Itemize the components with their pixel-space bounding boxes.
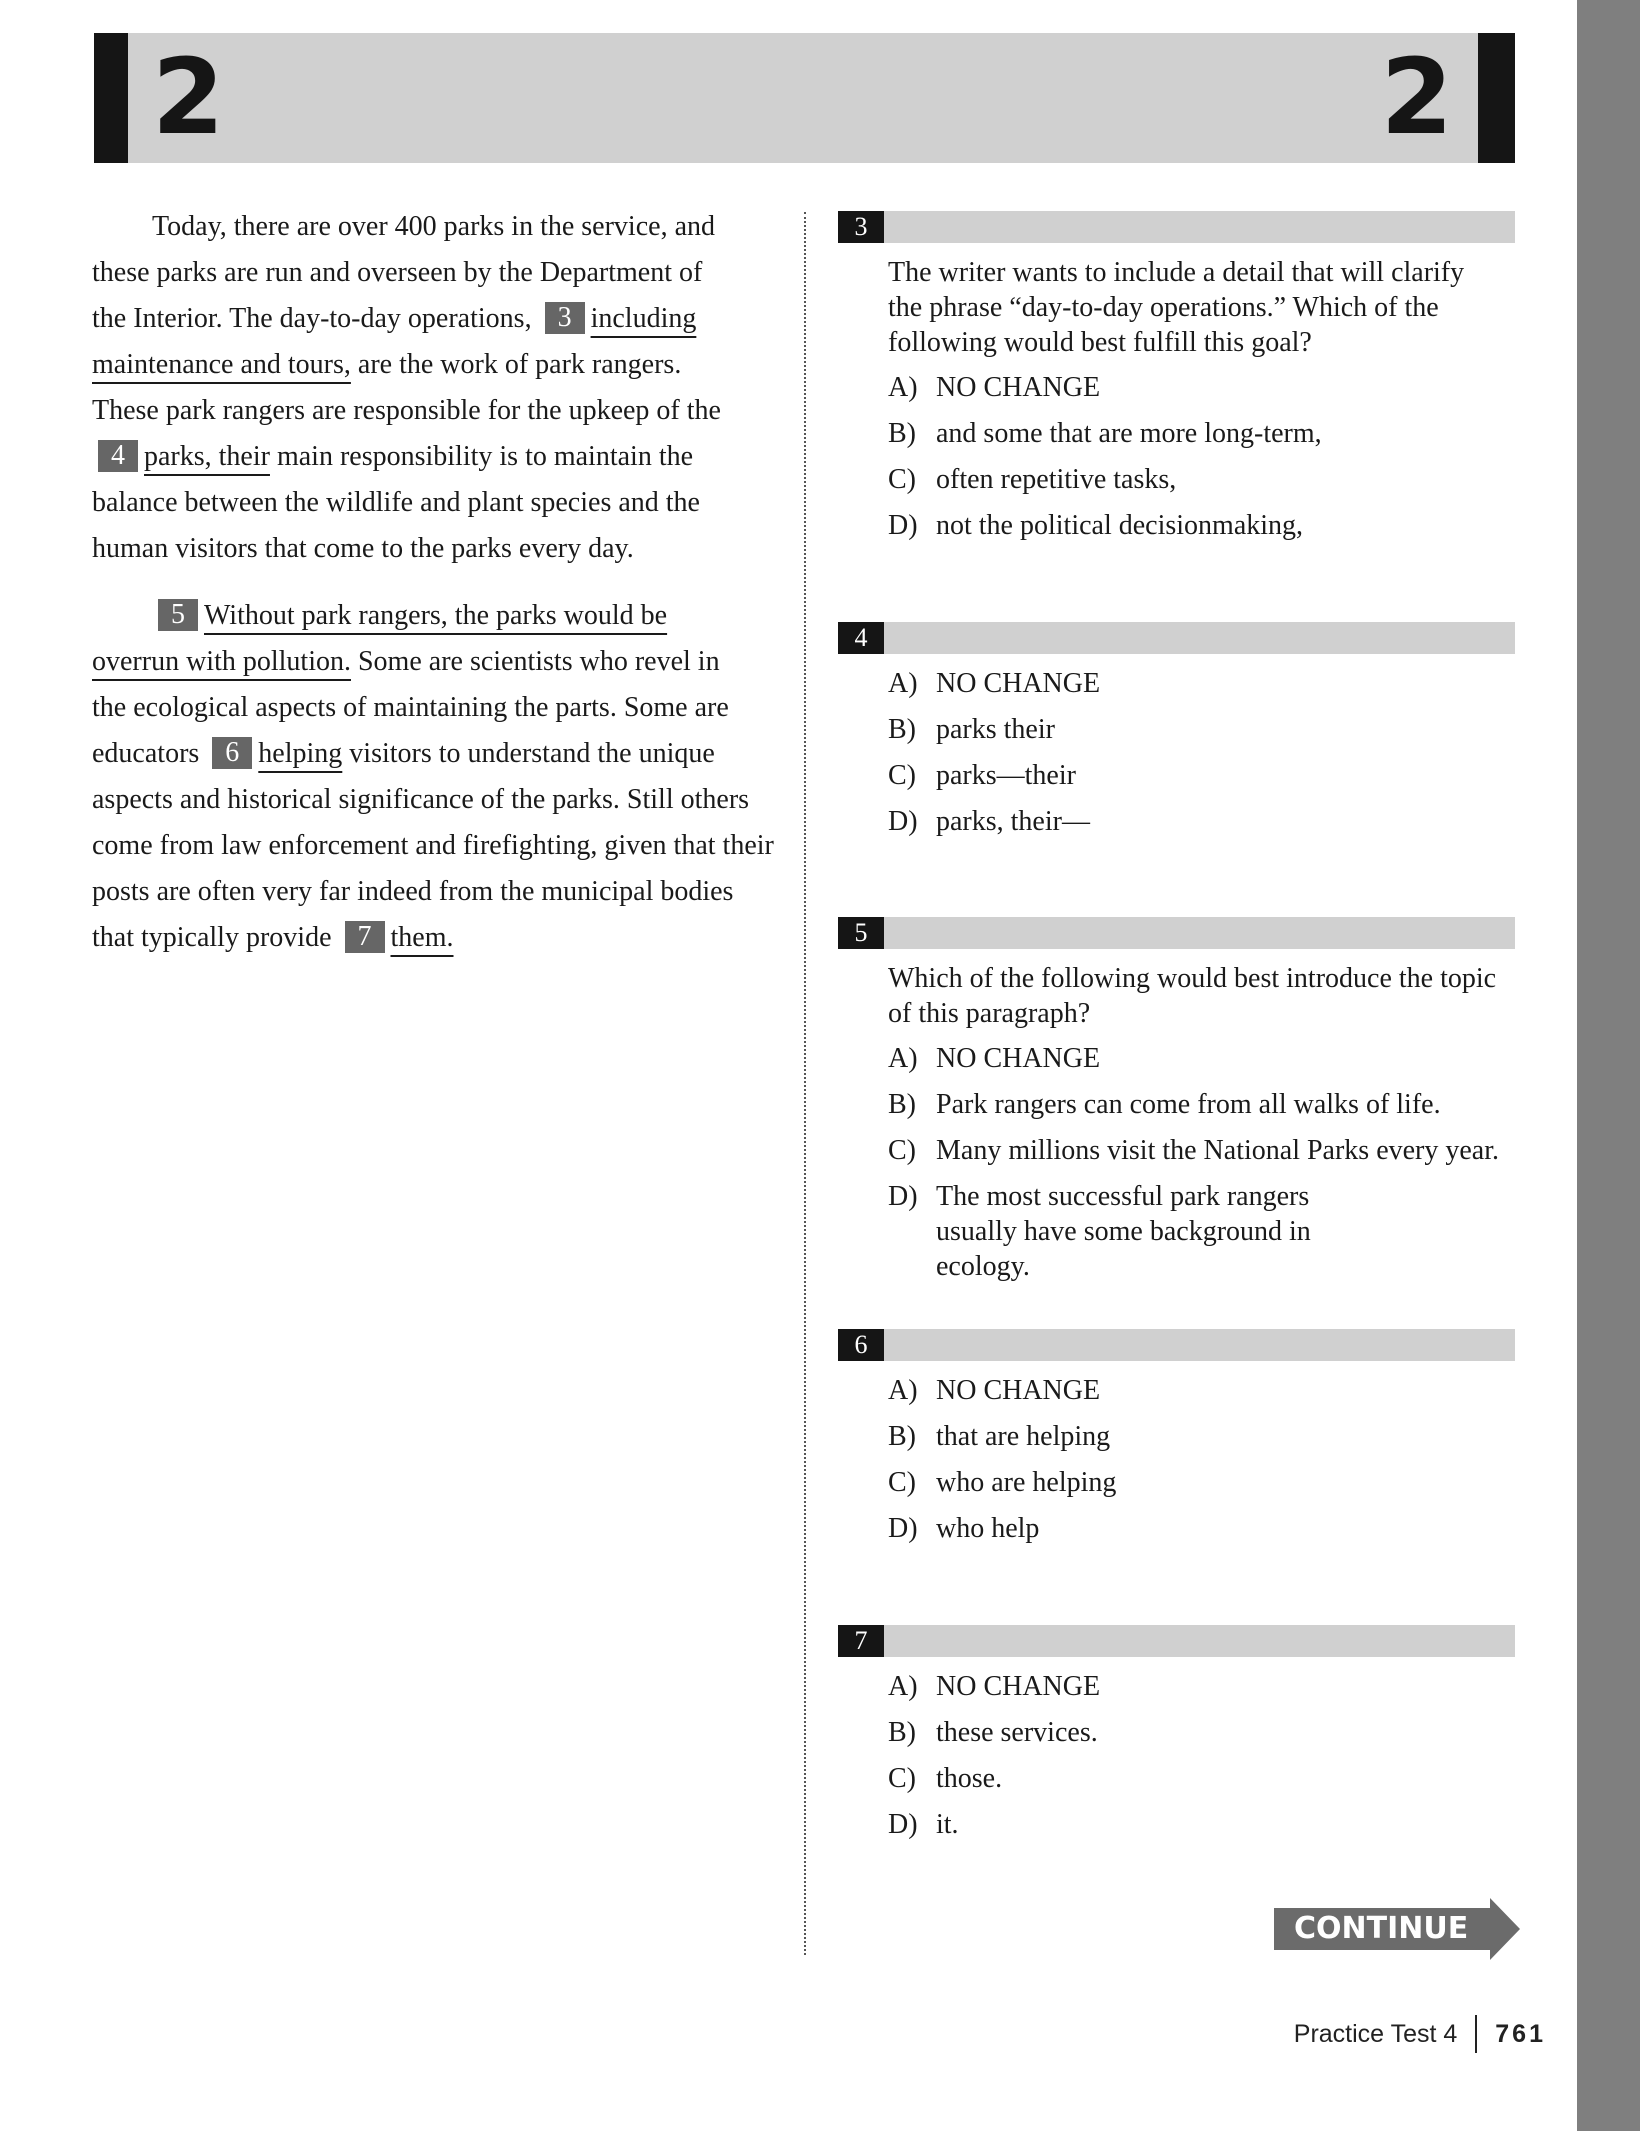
option-text: these services.: [936, 1717, 1098, 1748]
underlined-phrase: Without park rangers, the parks would be: [204, 600, 668, 631]
stem-line: of this paragraph?: [888, 998, 1091, 1029]
footer-divider: [1475, 2015, 1477, 2053]
answer-option-b[interactable]: [838, 411, 1515, 457]
paragraph-gap: [92, 572, 792, 593]
option-text: not the political decisionmaking,: [936, 510, 1304, 541]
option-text: often repetitive tasks,: [936, 464, 1177, 495]
question-number: 5: [838, 917, 884, 949]
question-ref-box: 7: [345, 921, 385, 953]
question-number: 3: [838, 211, 884, 243]
continue-label: CONTINUE: [1294, 1911, 1469, 1946]
question-bar: [838, 1329, 1515, 1361]
question-bar: [838, 211, 1515, 243]
passage-text: posts are often very far indeed from the municipal bodies: [92, 876, 734, 907]
passage-text: main responsibility is to maintain the: [269, 441, 694, 472]
underlined-phrase: maintenance and tours,: [92, 349, 351, 380]
passage-line: [92, 639, 792, 685]
header-bar-right: [1478, 33, 1515, 163]
answer-option-d[interactable]: [838, 799, 1515, 845]
answer-option-c[interactable]: [838, 1128, 1515, 1174]
option-letter: D): [888, 806, 918, 837]
option-text: NO CHANGE: [936, 1375, 1101, 1406]
option-letter: B): [888, 714, 916, 745]
page-footer: [1294, 2014, 1546, 2054]
underlined-phrase: overrun with pollution.: [92, 646, 351, 677]
question-7: [838, 1625, 1515, 1848]
option-letter: B): [888, 1421, 916, 1452]
stem-line: following would best fulfill this goal?: [888, 327, 1312, 358]
underlined-phrase: parks, their: [144, 441, 270, 472]
passage-line: [92, 250, 792, 296]
option-letter: A): [888, 372, 918, 403]
question-stem: [838, 961, 1515, 1031]
option-text: Park rangers can come from all walks of life.: [936, 1089, 1441, 1120]
header-bar-left: [94, 33, 128, 163]
underlined-phrase: helping: [258, 738, 343, 769]
option-text: NO CHANGE: [936, 1671, 1101, 1702]
passage-line: [92, 480, 792, 526]
option-letter: C): [888, 464, 916, 495]
option-letter: A): [888, 1671, 918, 1702]
underlined-phrase: including: [590, 303, 697, 334]
question-number: 6: [838, 1329, 884, 1361]
passage-text: these parks are run and overseen by the Department of: [92, 257, 703, 288]
section-number-left: 2: [152, 36, 225, 158]
option-text: parks their: [936, 714, 1055, 745]
question-ref-box: 4: [98, 440, 138, 472]
continue-arrow: [1274, 1898, 1524, 1960]
passage-line: [92, 342, 792, 388]
passage-line: [92, 731, 792, 777]
passage-line: [92, 526, 792, 572]
question-bar: [838, 917, 1515, 949]
option-letter: C): [888, 1135, 916, 1166]
stem-line: Which of the following would best introduce the topic: [888, 963, 1497, 994]
option-letter: B): [888, 418, 916, 449]
answer-options: [838, 1036, 1515, 1290]
passage-text: educators: [92, 738, 207, 769]
option-letter: D): [888, 1809, 918, 1840]
passage-text: These park rangers are responsible for the upkeep of the: [92, 395, 721, 426]
passage-text: visitors to understand the unique: [342, 738, 715, 769]
section-number-right: 2: [1380, 36, 1453, 158]
option-text: The most successful park rangers usually have some background in ecology.: [936, 1181, 1311, 1282]
answer-option-b[interactable]: [838, 1414, 1515, 1460]
question-6: [838, 1329, 1515, 1552]
answer-option-b[interactable]: [838, 1082, 1515, 1128]
answer-options: [838, 661, 1515, 845]
test-name: Practice Test 4: [1293, 2019, 1458, 2048]
column-divider: [804, 212, 806, 1955]
option-text: who are helping: [936, 1467, 1117, 1498]
option-letter: B): [888, 1717, 916, 1748]
answer-option-c[interactable]: [838, 1756, 1515, 1802]
question-ref-box: 6: [212, 737, 252, 769]
question-bar: [838, 1625, 1515, 1657]
passage-line: [92, 296, 792, 342]
option-letter: D): [888, 1181, 918, 1212]
question-4: [838, 622, 1515, 845]
option-text: NO CHANGE: [936, 1043, 1101, 1074]
passage-line: [92, 434, 792, 480]
reading-passage: [92, 204, 792, 961]
answer-option-b[interactable]: [838, 1710, 1515, 1756]
answer-option-d[interactable]: [838, 1174, 1515, 1290]
passage-text: the Interior. The day-to-day operations,: [92, 303, 539, 334]
passage-text: come from law enforcement and firefighting, given that their: [92, 830, 774, 861]
answer-option-d[interactable]: [838, 1506, 1515, 1552]
stem-line: The writer wants to include a detail that will clarify: [888, 257, 1465, 288]
option-text: parks, their—: [936, 806, 1090, 837]
passage-text: human visitors that come to the parks every day.: [92, 533, 634, 564]
passage-line: [92, 915, 792, 961]
answer-option-c[interactable]: [838, 457, 1515, 503]
passage-line: [92, 823, 792, 869]
option-text: that are helping: [936, 1421, 1111, 1452]
underlined-phrase: them.: [390, 922, 454, 953]
passage-line: [92, 777, 792, 823]
option-text: parks—their: [936, 760, 1076, 791]
passage-text: that typically provide: [92, 922, 339, 953]
option-letter: D): [888, 1513, 918, 1544]
question-ref-box: 5: [158, 599, 198, 631]
stem-line: the phrase “day-to-day operations.” Which of the: [888, 292, 1439, 323]
question-number: 4: [838, 622, 884, 654]
passage-text: Today, there are over 400 parks in the service, and: [152, 211, 715, 242]
option-letter: A): [888, 1375, 918, 1406]
paragraph: [92, 593, 792, 961]
arrow-head-icon: [1490, 1898, 1520, 1960]
option-text: and some that are more long-term,: [936, 418, 1322, 449]
passage-text: aspects and historical significance of the parks. Still others: [92, 784, 750, 815]
passage-text: are the work of park rangers.: [350, 349, 682, 380]
option-text: it.: [936, 1809, 959, 1840]
answer-option-a[interactable]: [838, 1036, 1515, 1082]
answer-options: [838, 1664, 1515, 1848]
option-letter: A): [888, 668, 918, 699]
question-ref-box: 3: [545, 302, 585, 334]
answer-option-a[interactable]: [838, 1368, 1515, 1414]
passage-line: [92, 388, 792, 434]
question-bar: [838, 622, 1515, 654]
answer-options: [838, 365, 1515, 549]
question-3: [838, 211, 1515, 549]
question-stem: [838, 255, 1515, 360]
passage-line: [92, 869, 792, 915]
option-letter: C): [888, 1763, 916, 1794]
page-edge-band: [1577, 0, 1640, 2131]
option-letter: C): [888, 1467, 916, 1498]
option-letter: C): [888, 760, 916, 791]
passage-line: [92, 593, 792, 639]
answer-option-b[interactable]: [838, 707, 1515, 753]
option-letter: A): [888, 1043, 918, 1074]
option-text: NO CHANGE: [936, 372, 1101, 403]
answer-options: [838, 1368, 1515, 1552]
passage-text: the ecological aspects of maintaining the parts. Some are: [92, 692, 729, 723]
answer-option-a[interactable]: [838, 365, 1515, 411]
answer-option-d[interactable]: [838, 1802, 1515, 1848]
passage-text: balance between the wildlife and plant species and the: [92, 487, 700, 518]
answer-option-a[interactable]: [838, 1664, 1515, 1710]
answer-option-c[interactable]: [838, 1460, 1515, 1506]
answer-option-d[interactable]: [838, 503, 1515, 549]
option-letter: D): [888, 510, 918, 541]
passage-line: [92, 204, 792, 250]
answer-option-a[interactable]: [838, 661, 1515, 707]
option-text: NO CHANGE: [936, 668, 1101, 699]
passage-text: Some are scientists who revel in: [350, 646, 720, 677]
option-text: who help: [936, 1513, 1040, 1544]
paragraph: [92, 204, 792, 572]
passage-line: [92, 685, 792, 731]
option-text: Many millions visit the National Parks every year.: [936, 1135, 1500, 1166]
option-text: those.: [936, 1763, 1003, 1794]
option-letter: B): [888, 1089, 916, 1120]
question-5: [838, 917, 1515, 1290]
page-number: 761: [1495, 2019, 1546, 2048]
answer-option-c[interactable]: [838, 753, 1515, 799]
question-number: 7: [838, 1625, 884, 1657]
section-header: [94, 33, 1515, 163]
